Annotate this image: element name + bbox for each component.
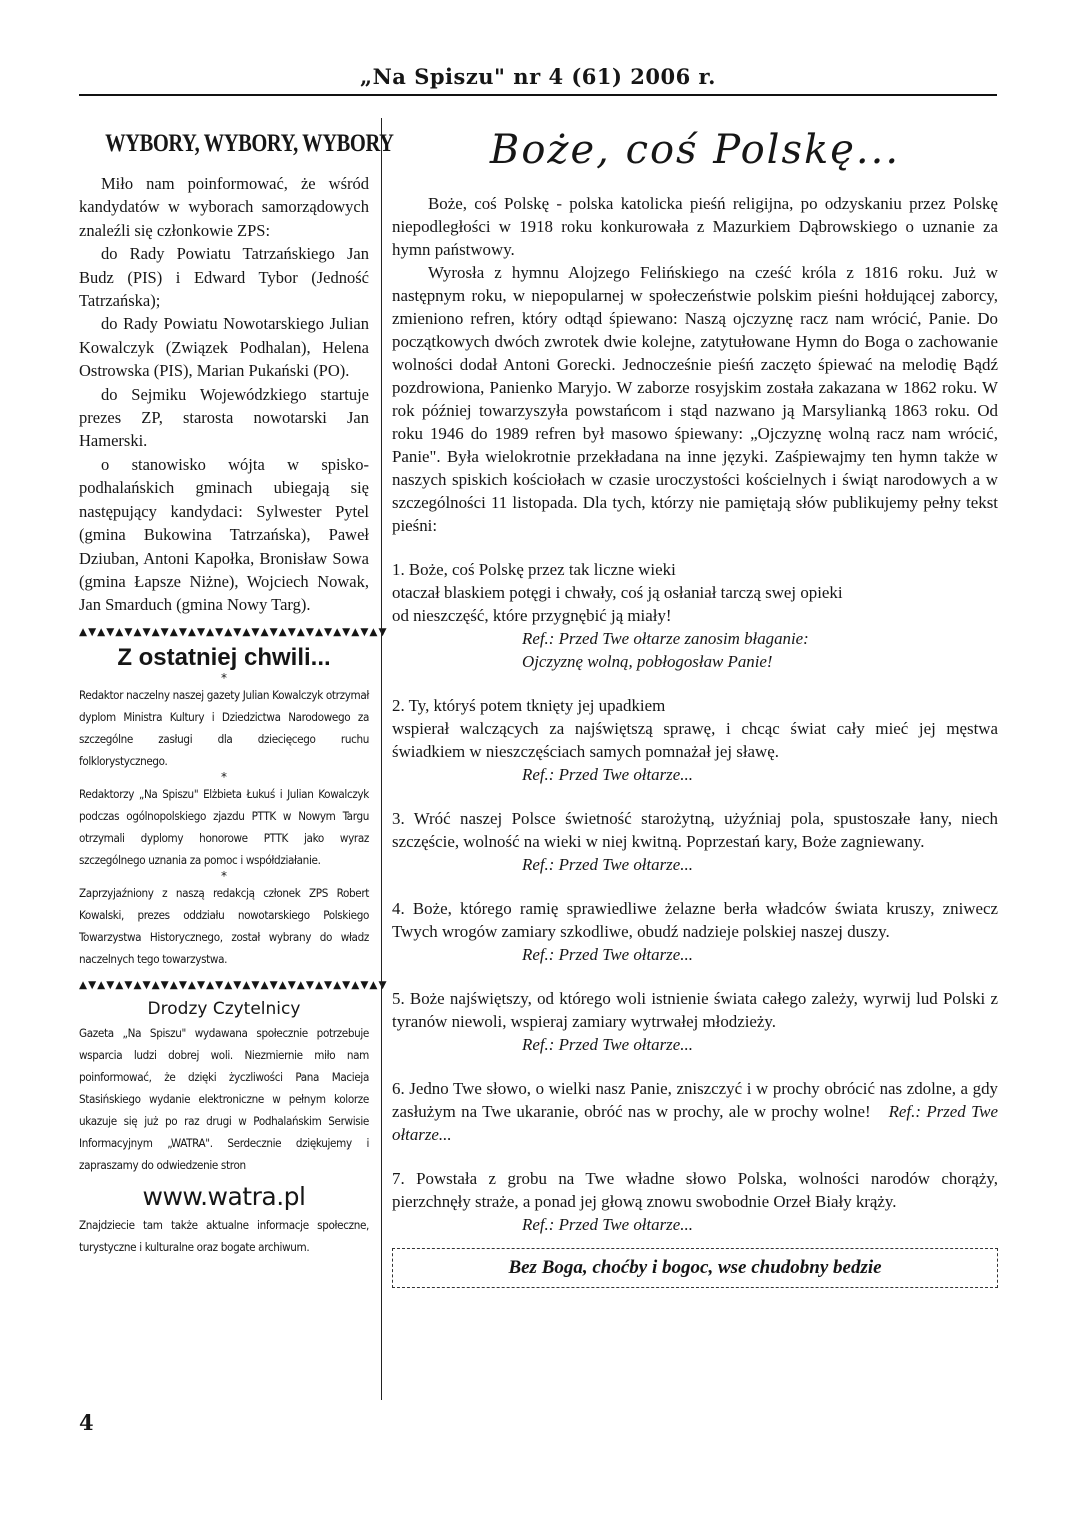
elections-paragraph: do Rady Powiatu Tatrzańskiego Jan Budz (PIS) i Edward Tybor (Jedność Tatrzańska); xyxy=(79,244,369,311)
refrain: Ojczyznę wolną, pobłogosław Panie! xyxy=(522,652,773,671)
stanza-line: otaczał blaskiem potęgi i chwały, coś ją osłaniał tarczą swej opieki xyxy=(392,583,843,602)
news-item: Redaktorzy „Na Spiszu" Elżbieta Łukuś i Julian Kowalczyk podczas ogólnopolskiego zjazdu PTTK w Nowym Targu otrzymali dyplomy honorowe PTTK jako wyraz szczególnego uznania za pomoc i współdziałanie. xyxy=(79,786,369,867)
news-item: Redaktor naczelny naszej gazety Julian Kowalczyk otrzymał dyplom Ministra Kultury i Dziedzictwa Narodowego za szczególne zasługi dla dziecięcego ruchu folklorystycznego. xyxy=(79,687,369,768)
stanza-line: wspierał walczących za najświętszą sprawę, i chcąc świat cały mieć jej męstwa świadkiem w nieszczęściach samych pomnażał jej sławę. xyxy=(392,719,998,761)
readers-title: Drodzy Czytelnicy xyxy=(147,998,301,1019)
elections-paragraph: Miło nam poinformować, że wśród kandydatów w wyborach samorządowych znaleźli się członkowie ZPS: xyxy=(79,174,369,240)
elections-paragraph: do Rady Powiatu Nowotarskiego Julian Kowalczyk (Związek Podhalan), Helena Ostrowska (PIS), Marian Pukański (PO). xyxy=(79,314,369,381)
stanza-text-body: 6. Jedno Twe słowo, o wielki nasz Panie, zniszczyć i w prochy obrócić nas zdolne, a gdy zasłużym na Twe ukaranie, obróć nas w prochy, ale w prochy wolne! xyxy=(392,1079,998,1121)
stanza-7 xyxy=(392,1167,998,1236)
stanza-line: od nieszczęść, które przygnębić ją miały! xyxy=(392,606,672,625)
motto-box: Bez Boga, choćby i bogoc, wse chudobny bedzie xyxy=(392,1248,998,1288)
star-separator: * xyxy=(221,670,227,685)
refrain: Ref.: Przed Twe ołtarze... xyxy=(522,855,693,874)
elections-paragraph: o stanowisko wójta w spisko-podhalańskich gminach ubiegają się następujący kandydaci: Sylwester Pytel (gmina Bukowina Tatrzańska), Paweł Dziuban, Antoni Kapołka, Bronisław Sowa (gmina Łapsze Niżne), Wojciech Nowak, Jan Smarduch (gmina Nowy Targ). xyxy=(79,454,369,615)
hymn-intro-paragraph: Wyrosła z hymnu Alojzego Felińskiego na cześć króla z 1816 roku. Już w następnym roku, w niepopularnej w społeczeństwie polskim pieśni hołdującej zaborcy, zmieniono refren, który odtąd śpiewano: Naszą ojczyznę racz nam wrócić, Panie. Do początkowych dwóch zwrotek dwie kolejne, zatytułowane Hymn do Boga o zachowanie wolności dodał Antoni Gorecki. Jednocześnie pieśń zaczęto śpiewać na melodię Bądź pozdrowiona, Panienko Maryjo. W zaborze rosyjskim została zakazana w 1862 roku. W rok później towarzyszyła powstańcom i stąd nazwano ją Marsylianką 1863 roku. Od roku 1946 do 1989 refren był masowo śpiewany: „Ojczyznę wolną racz nam wrócić, Panie". Była wielokrotnie przekładana na inne języki. Zaśpiewajmy ten hymn także w naszych spiskich kościołach w czasie uroczystości kościelnych i świąt narodowych a w szczególności 11 listopada. Dla tych, którzy nie pamiętają słów publikujemy pełny tekst pieśni: xyxy=(392,263,998,535)
news-title: Z ostatniej chwili... xyxy=(117,643,331,671)
refrain: Ref.: Przed Twe ołtarze... xyxy=(522,765,693,784)
header-rule xyxy=(79,94,997,96)
stanza-line: 2. Ty, któryś potem tknięty jej upadkiem xyxy=(392,696,666,715)
column-divider xyxy=(381,118,382,1400)
news-item: Zaprzyjaźniony z naszą redakcją członek ZPS Robert Kowalski, prezes oddziału nowotarskiego Polskiego Towarzystwa Historycznego, został wybrany do władz naczelnych tego towarzystwa. xyxy=(79,885,369,966)
elections-title: WYBORY, WYBORY, WYBORY xyxy=(105,130,394,157)
refrain: Ref.: Przed Twe ołtarze... xyxy=(522,1215,693,1234)
stanza-text: 7. Powstała z grobu na Twe władne słowo Polska, wolności narodów chorąży, pierzchnęły straże, a ponad jej głową znowu swobodnie Orzeł Biały krąży. xyxy=(392,1169,998,1211)
readers-text: Gazeta „Na Spiszu" wydawana społecznie potrzebuje wsparcia ludzi dobrej woli. Niezmiernie miło nam poinformować, że dzięki życzliwości Pana Macieja Stasińskiego wydanie elektroniczne w pełnym kolorze ukazuje się już po raz drugi w Podhalańskim Serwisie Informacyjnym „WATRA". Serdecznie dziękujemy i zapraszamy do odwiedzenie stron xyxy=(79,1025,369,1172)
refrain: Ref.: Przed Twe ołtarze... xyxy=(392,1102,998,1144)
stanza-1 xyxy=(392,558,998,673)
triangle-divider: ▲▼▲▼▲▼▲▼▲▼▲▼▲▼▲▼▲▼▲▼▲▼▲▼▲▼▲▼▲▼▲▼▲▼ xyxy=(79,625,388,638)
left-column xyxy=(79,130,394,1258)
stanza-text: 4. Boże, którego ramię sprawiedliwe żelazne berła władców świata kruszy, zniwecz Twych wrogów zamiary szkodliwe, obudź nadzieje polskiej naszej duszy. xyxy=(392,899,998,941)
hymn-title: Boże, coś Polskę... xyxy=(489,127,901,173)
star-separator: * xyxy=(221,868,227,883)
stanza-5 xyxy=(392,987,998,1056)
stanza-line: 1. Boże, coś Polskę przez tak liczne wieki xyxy=(392,560,676,579)
footer-text: Znajdziecie tam także aktualne informacje społeczne, turystyczne i kulturalne oraz bogate archiwum. xyxy=(79,1217,369,1254)
watra-link[interactable]: www.watra.pl xyxy=(142,1181,306,1211)
refrain: Ref.: Przed Twe ołtarze... xyxy=(522,945,693,964)
right-column xyxy=(392,122,998,1288)
stanza-text xyxy=(392,1077,998,1146)
hymn-intro-paragraph: Boże, coś Polskę - polska katolicka pieśń religijna, po odzyskaniu przez Polskę niepodległości w 1918 roku konkurowała z Mazurkiem Dąbrowskiego o uznanie za hymn państwowy. xyxy=(392,194,998,259)
stanza-4 xyxy=(392,897,998,966)
stanza-3 xyxy=(392,807,998,876)
elections-paragraph: do Sejmiku Wojewódzkiego startuje prezes ZP, starosta nowotarski Jan Hamerski. xyxy=(79,384,369,451)
triangle-divider: ▲▼▲▼▲▼▲▼▲▼▲▼▲▼▲▼▲▼▲▼▲▼▲▼▲▼▲▼▲▼▲▼▲▼ xyxy=(79,978,388,991)
stanza-text: 5. Boże najświętszy, od którego woli istnienie świata całego zależy, wyrwij lud Polski z tyranów niewoli, wspieraj zamiary wytrwałej młodzieży. xyxy=(392,989,998,1031)
refrain: Ref.: Przed Twe ołtarze zanosim błaganie: xyxy=(522,629,809,648)
refrain: Ref.: Przed Twe ołtarze... xyxy=(522,1035,693,1054)
stanza-text: 3. Wróć naszej Polsce świetność starożytną, użyźniaj pola, spustoszałe łany, niech szczęście, wolność na wieki w niej kwitną. Poprzestań kary, Boże zagniewany. xyxy=(392,809,998,851)
page-number: 4 xyxy=(79,1410,94,1435)
header-title: „Na Spiszu" nr 4 (61) 2006 r. xyxy=(360,64,716,89)
star-separator: * xyxy=(221,769,227,784)
stanza-2 xyxy=(392,694,998,786)
stanza-6 xyxy=(392,1077,998,1146)
